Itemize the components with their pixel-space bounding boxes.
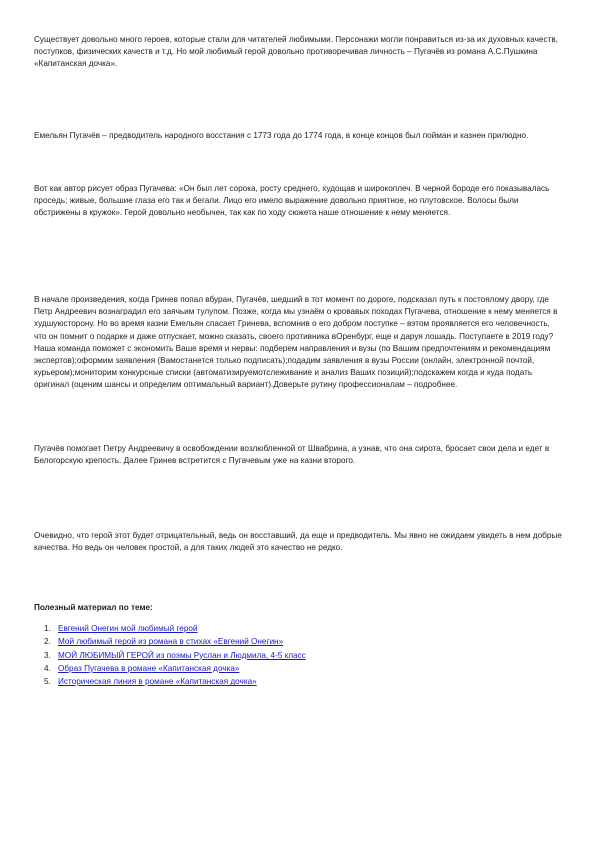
list-item [34, 675, 306, 688]
paragraph-intro: Существует довольно много героев, которые стали для читателей любимыми. Персонажи могли понравиться из-за их духовных качеств, поступков, физических качеств и т.д. Но мой любимый герой довольно противоречивая личность – Пугачёв из романа А.С.Пушкина «Капитанская дочка». [34, 35, 558, 69]
paragraph-rescue: Пугачёв помогает Петру Андреевичу в освобождении возлюбленной от Швабрина, а узнав, что она сирота, бросает свои дела и едет в Белогорскую крепость. Далее Гринев встретится с Пугачевым уже на казни второго. [34, 444, 550, 466]
link-onegin-novel-hero[interactable]: Мой любимый герой из романа в стихах «Евгений Онегин» [58, 637, 284, 647]
link-historical-line[interactable]: Историческая линия в романе «Капитанская дочка» [58, 677, 257, 687]
list-item [34, 649, 306, 662]
list-number: 4. [44, 663, 51, 673]
paragraph-plot: В начале произведения, когда Гринев попал вбуран, Пугачёв, шедший в тот момент по дороге, подсказал путь к постоялому двору, где Петр Андреевич вознаградил его заячьим тулупом. Позже, когда мы узнаём о кровавых походах Пугачева, отношение к нему меняется в худшуюсторону. Но во время казни Емельян спасает Гринева, вспомнив о его добром поступке – вэтом проявляется его человечность, что он помнит о подарке и даже отпускает, можно сказать, своего противника вОренбург, еще и даруя лошадь. Поступаете в 2019 году? Наша команда поможет с экономить Ваше время и нервы: подберем направления и вузы (по Вашим предпочтениям и рекомендациям экспертов);оформим заявления (Вамостанется только подписать);подадим заявления в вузы России (онлайн, электронной почтой, курьером);мониторим конкурсные списки (автоматизируемотслеживание и анализ Ваших позиций);подскажем когда и куда подать оригинал (оценим шансы и определим оптимальный вариант).Доверьте рутину профессионалам – подробнее. [34, 295, 558, 390]
list-item [34, 622, 306, 635]
useful-links-list [34, 622, 306, 688]
list-number: 1. [44, 624, 51, 633]
list-number: 2. [44, 637, 51, 647]
link-pugachev-image[interactable]: Образ Пугачева в романе «Капитанская дочка» [58, 663, 240, 673]
list-number: 5. [44, 677, 51, 687]
useful-material-heading: Полезный материал по теме: [34, 603, 153, 612]
paragraph-portrait: Вот как автор рисует образ Пугачева: «Он был лет сорока, росту среднего, худощав и широкоплеч. В черной бороде его показывалась проседь; живые, большие глаза его так и бегали. Лицо его имело выражение довольно приятное, но плутовское. Волосы были обстрижены в кружок». Герой довольно необычен, так как по ходу сюжета наше отношение к нему меняется. [34, 184, 550, 218]
paragraph-conclusion: Очевидно, что герой этот будет отрицательный, ведь он восставший, да еще и предводитель. Мы явно не ожидаем увидеть в нем добрые качества. Но ведь он человек простой, а для таких людей это качество не редко. [34, 531, 562, 553]
list-number: 3. [44, 650, 51, 660]
list-item [34, 662, 306, 675]
paragraph-pugachev-bio: Емельян Пугачёв – предводитель народного восстания с 1773 года до 1774 года, в конце концов был пойман и казнен прилюдно. [34, 131, 529, 140]
link-ruslan-lyudmila[interactable]: МОЙ ЛЮБИМЫЙ ГЕРОЙ из поэмы Руслан и Людмила, 4-5 класс [58, 650, 306, 660]
list-item [34, 635, 306, 648]
link-onegin-favorite-hero[interactable]: Евгений Онегин мой любимый герой [58, 624, 198, 633]
